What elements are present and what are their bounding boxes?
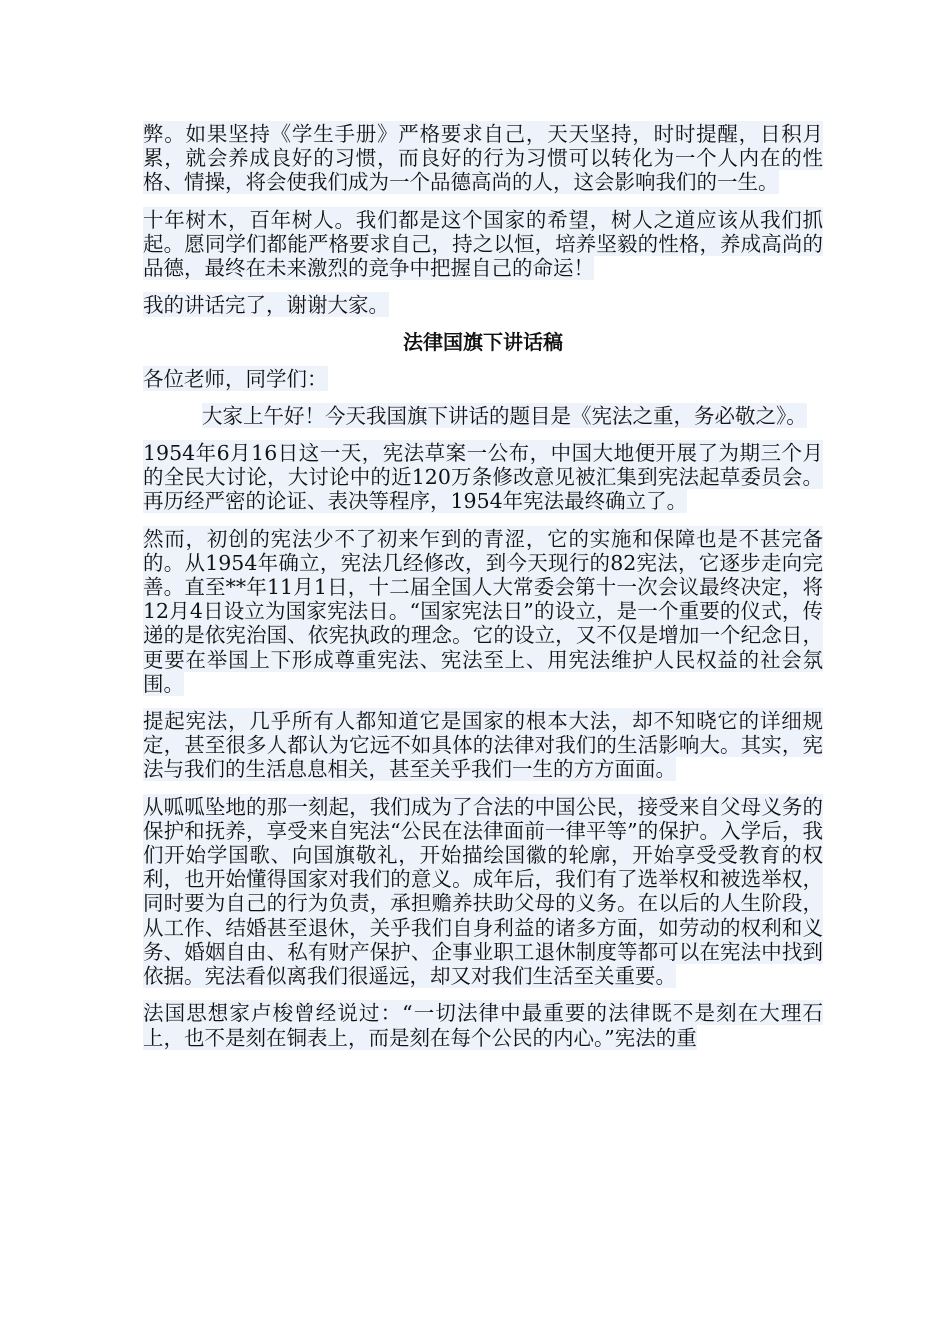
- document-title: 法律国旗下讲话稿: [403, 330, 563, 355]
- paragraph: [143, 795, 823, 989]
- paragraph-text: 提起宪法，几乎所有人都知道它是国家的根本大法，却不知晓它的详细规定，甚至很多人都认为它远不如具体的法律对我们的生活影响大。其实，宪法与我们的生活息息相关，甚至关乎我们一生的方方面面。: [143, 709, 823, 782]
- paragraph: [143, 122, 823, 195]
- paragraph-text: 法国思想家卢梭曾经说过：“一切法律中最重要的法律既不是刻在大理石上，也不是刻在铜表上，而是刻在每个公民的内心。”宪法的重: [143, 1001, 823, 1050]
- paragraph-text: 然而，初创的宪法少不了初来乍到的青涩，它的实施和保障也是不甚完备的。从1954年确立，宪法几经修改，到今天现行的82宪法，它逐步走向完善。直至**年11月1日，十二届全国人大常委会第十一次会议最终决定，将12月4日设立为国家宪法日。“国家宪法日”的设立，是一个重要的仪式，传递的是依宪治国、依宪执政的理念。它的设立，又不仅是增加一个纪念日，更要在举国上下形成尊重宪法、宪法至上、用宪法维护人民权益的社会氛围。: [143, 526, 823, 696]
- paragraph-text: 1954年6月16日这一天，宪法草案一公布，中国大地便开展了为期三个月的全民大讨论，大讨论中的近120万条修改意见被汇集到宪法起草委员会。再历经严密的论证、表决等程序，1954年宪法最终确立了。: [143, 441, 823, 514]
- paragraph: [143, 208, 823, 281]
- paragraph-text: 十年树木，百年树人。我们都是这个国家的希望，树人之道应该从我们抓起。愿同学们都能严格要求自己，持之以恒，培养坚毅的性格，养成高尚的品德，最终在未来激烈的竞争中把握自己的命运！: [143, 207, 823, 281]
- document-body: [143, 122, 823, 1063]
- paragraph: [143, 709, 823, 782]
- paragraph: [143, 527, 823, 696]
- closing-line: [143, 293, 823, 317]
- paragraph: [143, 441, 823, 514]
- paragraph-text: 大家上午好！今天我国旗下讲话的题目是《宪法之重，务必敬之》。: [202, 403, 807, 428]
- paragraph-text: 弊。如果坚持《学生手册》严格要求自己，天天坚持，时时提醒，日积月累，就会养成良好的习惯，而良好的行为习惯可以转化为一个人内在的性格、情操，将会使我们成为一个品德高尚的人，这会影响我们的一生。: [143, 122, 823, 195]
- opening-paragraph: [143, 404, 823, 428]
- paragraph-text: 我的讲话完了，谢谢大家。: [143, 293, 389, 318]
- paragraph-text: 从呱呱坠地的那一刻起，我们成为了合法的中国公民，接受来自父母义务的保护和抚养，享受来自宪法“公民在法律面前一律平等”的保护。入学后，我们开始学国歌、向国旗敬礼，开始描绘国徽的轮廓，开始享受受教育的权利，也开始懂得国家对我们的意义。成年后，我们有了选举权和被选举权，同时要为自己的行为负责，承担赡养扶助父母的义务。在以后的人生阶段，从工作、结婚甚至退休，关乎我们自身利益的诸多方面，如劳动的权利和义务、婚姻自由、私有财产保护、企事业职工退休制度等都可以在宪法中找到依据。宪法看似离我们很遥远，却又对我们生活至关重要。: [143, 794, 823, 989]
- salutation: [143, 367, 823, 391]
- paragraph-text: 各位老师，同学们：: [143, 366, 328, 391]
- paragraph: [143, 1001, 823, 1049]
